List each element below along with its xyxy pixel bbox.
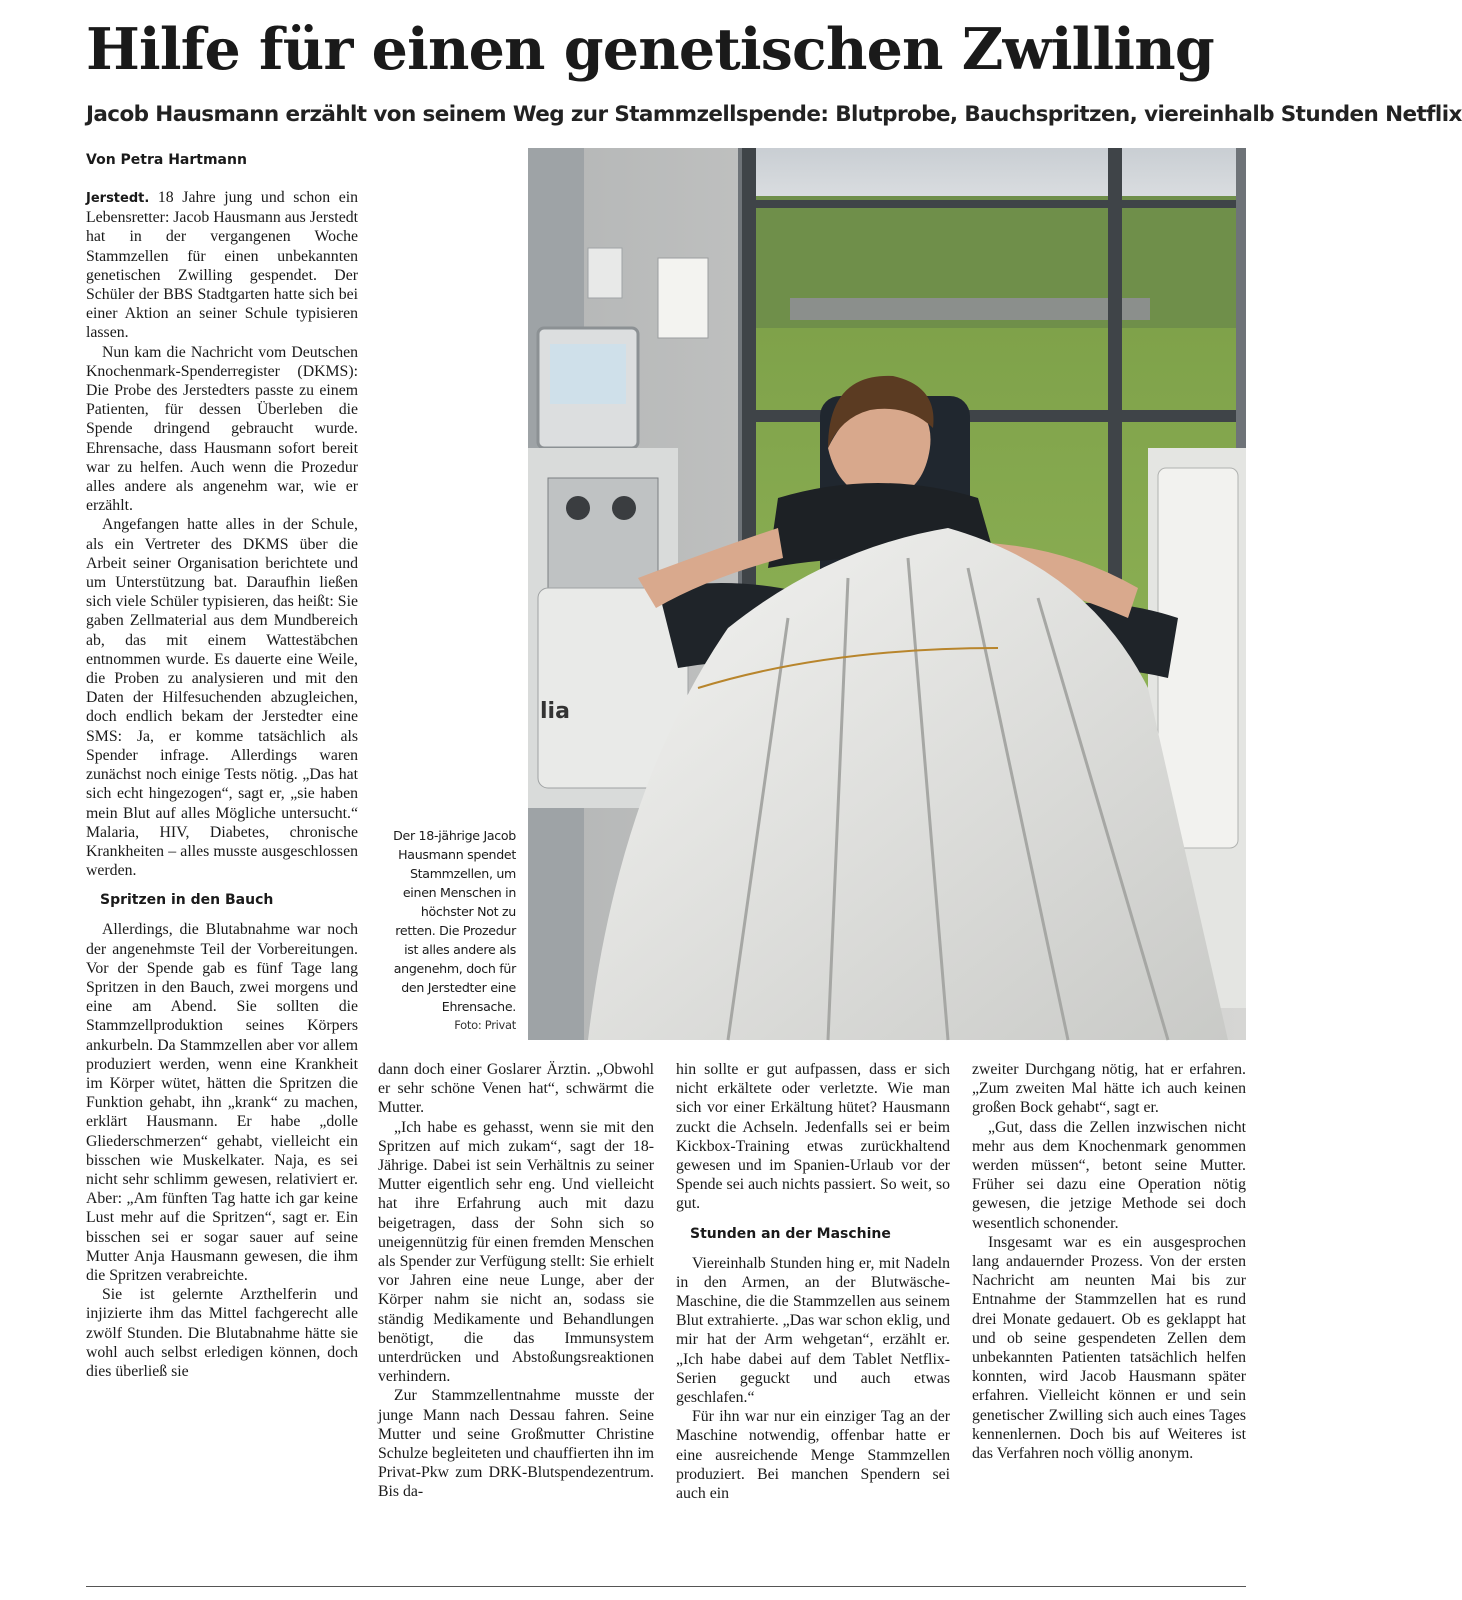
paragraph: Allerdings, die Blutabnahme war noch der angenehmste Teil der Vorbereitungen. Vor der Spende gab es fünf Tage lang Spritzen in den Bauch, zwei morgens und eine am Abend. Sie sollten die Stammzellproduktion seines Körpers ankurbeln. Da Stammzellen aber vor allem produziert werden, wenn eine Krankheit im Körper wütet, hätten die Spritzen die Funktion gehabt, ihn „krank“ zu machen, erklärt Hausmann. Er habe „dolle Gliederschmerzen“ gehabt, vielleicht ein bisschen wie Muskelkater. Naja, es sei nicht sehr schlimm gewesen, relativiert er. Aber: „Am fünften Tag hatte ich gar keine Lust mehr auf die Spritzen“, sagt er. Ein bisschen sei er sogar sauer auf seine Mutter Anja Hausmann gewesen, die ihm die Spritzen verabreichte.	[86, 921, 358, 1284]
paragraph: Für ihn war nur ein einziger Tag an der Maschine notwendig, offenbar hatte er eine ausreichende Menge Stammzellen produziert. Bei manchen Spendern sei auch ein	[676, 1408, 950, 1503]
photo-caption	[378, 826, 516, 1035]
photo-illustration	[528, 148, 1246, 1040]
article-column-2	[378, 1060, 654, 1502]
bottom-rule	[86, 1586, 1246, 1587]
article-column-4	[972, 1060, 1246, 1463]
paragraph: Angefangen hatte alles in der Schule, als ein Vertreter des DKMS über die Arbeit seiner Organisation berichtete und um Unterstützung bat. Daraufhin ließen sich viele Schüler typisieren, das heißt: Sie gaben Zellmaterial aus dem Mundbereich ab, das mit einem Wattestäbchen entnommen wurde. Es dauerte eine Weile, die Proben zu analysieren und mit den Daten der Hilfesuchenden abzugleichen, doch endlich bekam der Jerstedter eine SMS: Ja, er komme tatsächlich als Spender infrage. Allerdings waren zunächst noch einige Tests nötig. „Das hat sich echt hingezogen“, sagt er, „sie haben mein Blut auf alles Mögliche untersucht.“ Malaria, HIV, Diabetes, chronische Krankheiten – alles musste ausgeschlossen werden.	[86, 516, 358, 880]
article-column-1	[86, 188, 358, 1381]
caption-text: Der 18-jährige Jacob Hausmann spendet Stammzellen, um einen Menschen in höchster Not zu retten. Die Prozedur ist alles andere als angenehm, doch für den Jerstedter eine Ehrensache.	[393, 828, 516, 1014]
photo-credit: Foto: Privat	[454, 1018, 516, 1032]
headline: Hilfe für einen genetischen Zwilling	[86, 16, 1214, 83]
machine-logo: lia	[540, 699, 570, 724]
paragraph-text: 18 Jahre jung und schon ein Lebensretter: Jacob Hausmann aus Jerstedt hat in der vergangenen Woche Stammzellen für einen unbekannten genetischen Zwilling gespendet. Der Schüler der BBS Stadtgarten hatte sich bei einer Aktion an seiner Schule typisieren lassen.	[86, 189, 358, 342]
paragraph: hin sollte er gut aufpassen, dass er sich nicht erkältete oder verletzte. Wie man sich vor einer Erkältung hütet? Hausmann zuckt die Achseln. Jedenfalls sei er beim Kickbox-Training etwas zurückhaltend gewesen und im Spanien-Urlaub vor der Spende sei auch nichts passiert. So weit, so gut.	[676, 1061, 950, 1213]
paragraph	[86, 188, 358, 343]
section-heading: Spritzen in den Bauch	[100, 892, 274, 909]
paragraph: „Gut, dass die Zellen inzwischen nicht mehr aus dem Knochenmark genommen werden müssen“, betont seine Mutter. Früher sei dazu eine Operation nötig gewesen, die jetzige Methode sei doch wesentlich schonender.	[972, 1118, 1246, 1232]
paragraph: Viereinhalb Stunden hing er, mit Nadeln in den Armen, an der Blutwäsche-Maschine, die die Stammzellen aus seinem Blut extrahierte. „Das war schon eklig, und mir hat der Arm wehgetan“, erzählt er. „Ich habe dabei auf dem Tablet Netflix-Serien geguckt und auch etwas geschlafen.“	[676, 1254, 950, 1407]
article-column-3	[676, 1060, 950, 1503]
paragraph: Insgesamt war es ein ausgesprochen lang andauernder Prozess. Von der ersten Nachricht am neunten Mai bis zur Entnahme der Stammzellen hat es rund drei Monate gedauert. Ob es geklappt hat und ob seine gespendeten Zellen dem unbekannten Patienten tatsächlich helfen konnten, wird Jacob Hausmann später erfahren. Vielleicht können er und sein genetischer Zwilling sich auch eines Tages kennenlernen. Doch bis auf Weiteres ist das Verfahren noch völlig anonym.	[972, 1233, 1246, 1463]
paragraph: Sie ist gelernte Arzthelferin und injizierte ihm das Mittel fachgerecht alle zwölf Stunden. Die Blutabnahme hätte sie wohl auch selbst erledigen können, doch dies überließ sie	[86, 1286, 358, 1380]
paragraph: Zur Stammzellentnahme musste der junge Mann nach Dessau fahren. Seine Mutter und seine Großmutter Christine Schulze begleiteten und chauffierten ihn im Privat-Pkw zum DRK-Blutspendezentrum. Bis da-	[378, 1387, 654, 1501]
article-photo	[528, 148, 1246, 1040]
section-heading: Stunden an der Maschine	[690, 1225, 891, 1242]
paragraph: Nun kam die Nachricht vom Deutschen Knochenmark-Spenderregister (DKMS): Die Probe des Jerstedters passte zu einem Patienten, für dessen Überleben die Spende dringend gebraucht wurde. Ehrensache, dass Hausmann sofort bereit war zu helfen. Auch wenn die Prozedur alles andere als angenehm war, wie er erzählt.	[86, 343, 358, 515]
dateline: Jerstedt.	[86, 191, 150, 206]
paragraph: dann doch einer Goslarer Ärztin. „Obwohl er sehr schöne Venen hat“, schwärmt die Mutter.	[378, 1061, 654, 1117]
byline: Von Petra Hartmann	[86, 152, 247, 168]
paragraph: „Ich habe es gehasst, wenn sie mit den Spritzen auf mich zukam“, sagt der 18-Jährige. Dabei ist sein Verhältnis zu seiner Mutter eigentlich sehr eng. Und vielleicht hat ihre Erfahrung auch mit dazu beigetragen, dass der Sohn sich so uneigennützig für einen fremden Menschen als Spender zur Verfügung stellt: Sie erhielt vor Jahren eine neue Lunge, aber der Körper nahm sie nicht an, sodass sie ständig Medikamente und Behandlungen benötigt, die das Immunsystem unterdrücken und Abstoßungsreaktionen verhindern.	[378, 1118, 654, 1386]
paragraph: zweiter Durchgang nötig, hat er erfahren. „Zum zweiten Mal hätte ich auch keinen großen Bock gehabt“, sagt er.	[972, 1061, 1246, 1117]
subheadline: Jacob Hausmann erzählt von seinem Weg zur Stammzellspende: Blutprobe, Bauchspritzen, viereinhalb Stunden Netflix	[86, 102, 1462, 127]
